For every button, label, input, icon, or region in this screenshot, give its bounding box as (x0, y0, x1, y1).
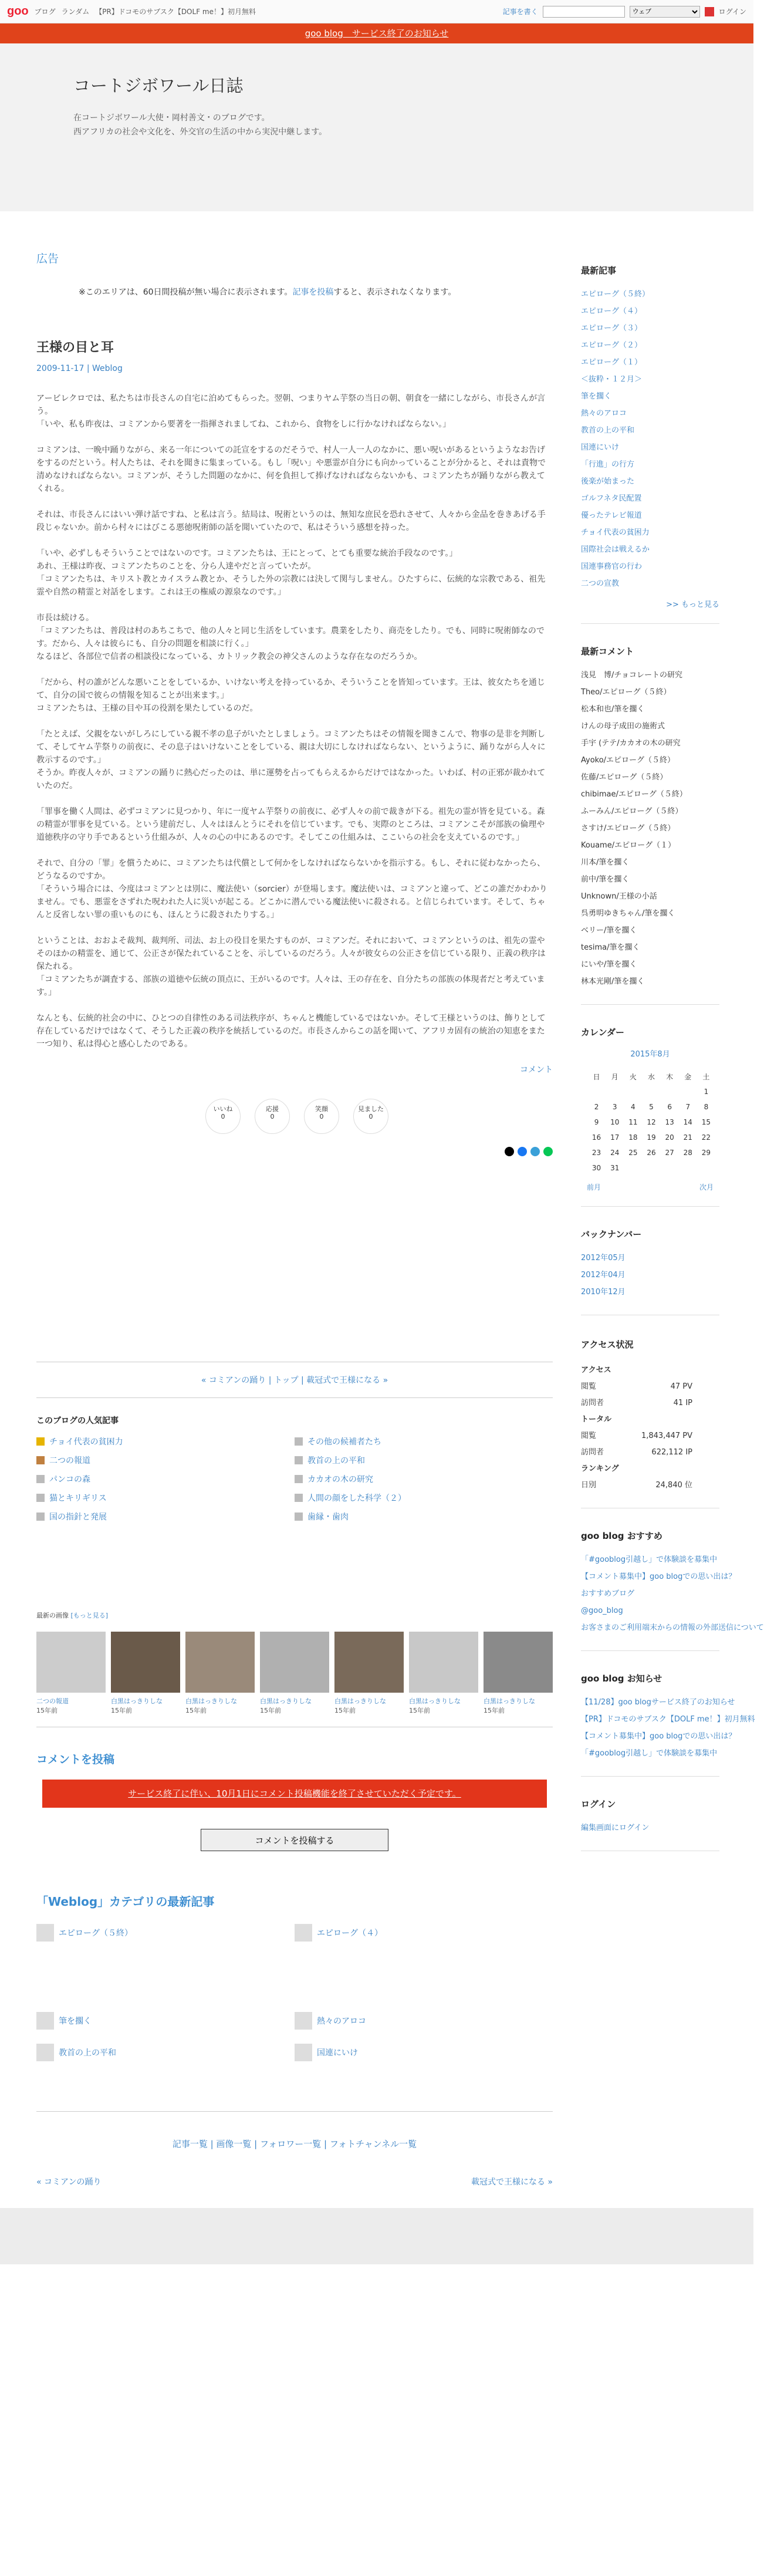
calendar-day: 14 (683, 1118, 692, 1126)
popular-heading: このブログの人気記事 (36, 1416, 119, 1426)
post-nav: « コミアンの踊り | トップ | 載冠式で王様になる » (201, 1376, 388, 1385)
search-scope-select[interactable] (630, 6, 700, 18)
recent-list (581, 286, 719, 592)
post-paragraph: なんとも、伝統的社会の中に、ひとつの自律性のある司法秩序が、ちゃんと機能しているではないか。そして王様というのは、飾りとして存在しているだけではなくて、そうした正義の秩序を統括しているのだ。市長さんからこの話を聞いて、アフリカ固有の統治の知恵をまた一つ知り、私は得心と感心したのである。 (36, 1014, 546, 1049)
prev-post-link[interactable]: « コミアンの踊り (201, 1376, 266, 1385)
calendar-day: 3 (612, 1103, 617, 1111)
popular-item[interactable]: その他の候補者たち (295, 1436, 553, 1447)
comment-item[interactable]: にいや/筆を擱く (581, 960, 637, 969)
comment-item[interactable]: けんの母子成田の施術式 (581, 722, 665, 731)
post-paragraph: 市長は続ける。 「コミアンたちは、普段は村のあちこちで、他の人々と同じ生活をしています。農業をしたり、商売をしたり。でも、同時に呪術師なのです。だから、人々は彼らにも、自分の問題を相談に行く。」 なるほど、各部位で信者の相談役になっている、カトリック教会の神父さんのような存在なのだろうか。 (36, 613, 545, 661)
share-buttons (36, 1147, 553, 1156)
calendar-day: 21 (683, 1133, 692, 1142)
recent-item[interactable]: 筆を擱く (581, 392, 612, 401)
recent-item[interactable]: 教首の上の平和 (581, 426, 635, 435)
popular-item[interactable]: 国の指針と発展 (36, 1511, 295, 1522)
comment-item[interactable]: 松本和也/筆を擱く (581, 705, 645, 714)
backnumber-item[interactable]: 2012年04月 (581, 1271, 626, 1279)
calendar-day: 24 (610, 1149, 620, 1157)
category-item[interactable]: 熱々のアロコ (295, 2009, 553, 2033)
news-item[interactable]: 【PR】ドコモのサブスク【DOLF me！】初月無料 (581, 1715, 755, 1724)
post-paragraph: 「たとえば、父親をないがしろにしている親不孝の息子がいたとしましょう。コミアンたちはその情報を聞きこんで、物事の是非を判断して、そしてヤム芋祭りの前夜に、その息子はいけないことをしている、親は大切にしなければならない、というように、踊りながら人々に教示するのです。」 そうか。昨夜人々が、コミアンの踊りに熱心だったのは、単に運勢を占ってもらえるからだけではなかった。いわば、村の正邪が裁かれていたのだ。 (36, 730, 546, 791)
comment-item[interactable]: 浅見 博/チョコレートの研究 (581, 671, 682, 680)
photo-thumb[interactable]: 白黒はっきりしな 15年前 (185, 1632, 255, 1715)
recent-item[interactable]: エピローグ（２） (581, 341, 643, 350)
reaction-like-count: 0 (221, 1113, 225, 1120)
post-comment-button[interactable]: コメントを投稿する (201, 1829, 388, 1851)
calendar-day: 31 (610, 1164, 620, 1172)
comment-post-heading: コメントを投稿 (36, 1753, 115, 1766)
search-icon[interactable] (705, 7, 714, 16)
category-item[interactable]: エピローグ（５終） (36, 1921, 295, 1944)
calendar-day (661, 1161, 678, 1175)
recent-item[interactable]: 「行進」の行方 (581, 460, 635, 469)
calendar-prev[interactable]: 前月 (587, 1183, 601, 1191)
comments-heading: 最新コメント (581, 646, 634, 657)
popular-item[interactable]: 歯縁・歯肉 (295, 1511, 553, 1522)
post-paragraph: コミアンは、一晩中踊りながら、来る一年についての託宣をするのだそうで、村人一人一人のなかに、悪い呪いがあるというようなお告げをするのだという。村人たちは、それを聞きに集まっている。もし「呪い」や悪霊が自分にも向かっていることが分かると、それは責物で清めなければならない。コミアンが、そうした問題のなかに、何を負担して捧げなければならないかも、コミアンたちが踊りながら教えてくれる。 (36, 445, 546, 494)
popular-list (36, 1436, 553, 1522)
calendar-day: 25 (628, 1149, 638, 1157)
topbar-link-random[interactable]: ランダム (61, 8, 90, 16)
category-item[interactable]: 国連にいけ (295, 2041, 553, 2064)
calendar-table (587, 1068, 716, 1176)
recent-item[interactable]: 熱々のアロコ (581, 409, 627, 418)
calendar-day (643, 1161, 660, 1175)
category-item[interactable]: エピローグ（４） (295, 1921, 553, 1944)
calendar-day-header: 火 (629, 1072, 637, 1081)
calendar-day (588, 1085, 605, 1099)
facebook-share-icon[interactable] (518, 1147, 527, 1156)
sidebar-calendar (581, 1026, 719, 1207)
calendar-day (680, 1085, 697, 1099)
news-heading: goo blog お知らせ (581, 1673, 662, 1684)
calendar-day: 6 (667, 1103, 672, 1111)
photo-thumb[interactable]: 白黒はっきりしな 15年前 (260, 1632, 329, 1715)
calendar-day: 16 (591, 1133, 601, 1142)
post-paragraph: ということは、おおよそ裁判、裁判所、司法、お上の役目を果たすものが、コミアンだ。それにおいて、コミアンというのは、祖先の霊やそのほかの精霊を、通じて、公正さが保たれていることを、示しているのだろう。人々が彼女らの公正さを信じている限り、正義の秩序は保たれる。 「コミアンたちが調査する、部族の道徳や伝統の頂点に、王がいるのです。人々は、王の存在を、自分たちの部族の体現者だと考えています。」 (36, 936, 546, 997)
photo-thumb[interactable]: 白黒はっきりしな 15年前 (111, 1632, 180, 1715)
comment-item[interactable]: Theo/エピローグ（５終） (581, 688, 671, 697)
calendar-day (680, 1161, 697, 1175)
reaction-cheer[interactable] (255, 1099, 290, 1134)
blog-desc-2: 西アフリカの社会や文化を、外交官の生活の中から実況中継します。 (73, 127, 327, 137)
sidebar-access: アクセス状況 アクセス 閲覧 47 PV 訪問者 41 IP トータル 閲覧 1,843,447 PV 訪問者 622,112 IP ランキング 日別 24,840 位 (581, 1336, 719, 1508)
calendar-month: 2015年8月 (630, 1050, 670, 1059)
recent-item[interactable]: ＜抜粋・１２月＞ (581, 375, 643, 384)
calendar-day-header: 月 (611, 1072, 618, 1081)
reaction-like-label: いいね (213, 1105, 233, 1113)
calendar-day: 4 (631, 1103, 635, 1111)
ad-text-b: すると、表示されなくなります。 (333, 288, 457, 297)
calendar-day: 30 (591, 1164, 601, 1172)
calendar-day: 10 (610, 1118, 620, 1126)
blog-header (0, 43, 753, 211)
blog-title[interactable]: コートジボワール日誌 (73, 76, 244, 96)
recent-item[interactable]: ゴルフネタ民配置 (581, 494, 642, 503)
comment-end-link[interactable]: サービス終了に伴い、10月1日にコメント投稿機能を終了させていただく予定です。 (128, 1788, 461, 1799)
calendar-day: 23 (591, 1149, 601, 1157)
news-item[interactable]: 「#gooblog引越し」で体験談を募集中 (581, 1749, 718, 1758)
calendar-day: 15 (701, 1118, 711, 1126)
category-item[interactable]: 筆を擱く (36, 2009, 295, 2033)
calendar-day-header: 木 (666, 1072, 674, 1081)
post-paragraph: それで、自分の「罪」を償うために、コミアンたちは代償として何かをしなければならないかを指示する。もし、それに従わなかったら、どうなるのですか。 「そういう場合には、今度はコミアンとは別に、魔法使い（sorcier）が登場します。魔法使いは、コミアンと違って、どこの誰だかわかりません。でも、悪霊をさずれた呪われた人に災いが起こる。どこかに潜んでいる魔法使いに殺される。と信じられています。そして、ちゃんと反省しない罪の重いものにも、ほんとうに殺されたりする。」 (36, 859, 547, 920)
goo-item[interactable]: 【コメント募集中】goo blogでの思い出は？ (581, 1572, 736, 1581)
recent-item[interactable]: 優ったテレビ報道 (581, 511, 642, 520)
calendar-day: 13 (665, 1118, 674, 1126)
sidebar-comments (581, 645, 719, 1005)
post-paragraph: 「いや、必ずしもそういうことではないのです。コミアンたちは、王にとって、とても重要な統治手段なのです。」 あれ、王様は昨夜、コミアンたちのことを、分ら人達やだと言っていたが。 「コミアンたちは、キリスト教とカイスラム教とか、そうした外の宗教には決して関与しません。ひたすらに、伝統的な宗教である、祖先霊や自然の精霊と対話をします。これは王の権威の源泉なのです。」 (36, 549, 546, 597)
comment-list (581, 667, 719, 990)
calendar-day: 29 (701, 1149, 711, 1157)
comment-item[interactable]: 呉勇明ゆきちゃん/筆を擱く (581, 909, 675, 918)
popular-item[interactable]: 猫とキリギリス (36, 1492, 295, 1504)
service-end-banner (0, 23, 753, 43)
ad-heading: 広告 (36, 252, 59, 265)
login-link[interactable]: ログイン (718, 8, 746, 16)
recent-more-link[interactable]: >> もっと見る (666, 600, 719, 609)
calendar-day (624, 1161, 641, 1175)
hatena-share-icon[interactable] (530, 1147, 540, 1156)
photo-image (36, 1632, 106, 1693)
calendar-day: 11 (628, 1118, 638, 1126)
post-category[interactable]: Weblog (92, 364, 123, 373)
main-column (36, 211, 553, 2187)
photo-strip (36, 1632, 553, 1715)
access-sub: アクセス (581, 1366, 611, 1375)
top-bar (0, 0, 753, 23)
recent-item[interactable]: チョイ代表の貧困力 (581, 528, 650, 537)
reaction-smile-count: 0 (319, 1113, 324, 1120)
news-item[interactable]: 【11/28】goo blogサービス終了のお知らせ (581, 1698, 735, 1707)
calendar-day: 28 (683, 1149, 692, 1157)
goo-item[interactable]: おすすめブログ (581, 1589, 635, 1598)
photo-thumb[interactable]: 白黒はっきりしな 15年前 (484, 1632, 553, 1715)
goo-item[interactable]: お客さまのご利用端末からの情報の外部送信について (581, 1623, 764, 1632)
calendar-day: 9 (594, 1118, 599, 1126)
photo-image (260, 1632, 329, 1693)
calendar-day: 7 (685, 1103, 691, 1111)
blog-desc-1: 在コートジボワール大使・岡村善文・のブログです。 (73, 113, 270, 123)
comment-item[interactable]: 川本/筆を擱く (581, 858, 630, 867)
post-body (36, 392, 553, 1051)
content-wrap (0, 211, 764, 2187)
calendar-next[interactable]: 次月 (699, 1183, 714, 1191)
top-link[interactable]: トップ (273, 1376, 299, 1385)
popular-item[interactable]: カカオの木の研究 (295, 1473, 553, 1485)
calendar-day (643, 1085, 660, 1099)
login-link-side[interactable]: 編集画面にログイン (581, 1824, 650, 1832)
goo-heading: goo blog おすすめ (581, 1531, 662, 1541)
category-recent-list (36, 1921, 553, 1944)
topbar-link-blog[interactable]: ブログ (34, 8, 56, 16)
category-recent-heading: 「Weblog」カテゴリの最新記事 (36, 1895, 215, 1909)
category-item[interactable]: 教首の上の平和 (36, 2041, 295, 2064)
calendar-heading: カレンダー (581, 1027, 625, 1038)
calendar-day: 5 (649, 1103, 654, 1111)
comment-item[interactable]: Kouame/エピローグ（１） (581, 841, 676, 850)
calendar-day: 18 (628, 1133, 638, 1142)
photo-image (409, 1632, 478, 1693)
photo-thumb[interactable]: 二つの報道 15年前 (36, 1632, 106, 1715)
calendar-day: 1 (704, 1088, 709, 1096)
category-recent-list-2 (36, 2009, 553, 2064)
goo-item[interactable]: 「#gooblog引越し」で体験談を募集中 (581, 1555, 718, 1564)
post-paragraph: アービレクロでは、私たちは市長さんの自宅に泊めてもらった。翌朝、つまりヤム芋祭の当日の朝、朝食を一緒にしながら、市長さんが言う。 「いや、私も昨夜は、コミアンから要著を一指揮されましてね、これから、食物をしに行かなければならない。」 (36, 394, 546, 429)
recent-item[interactable]: 国際社会は戦えるか (581, 545, 650, 554)
popular-item[interactable]: チョイ代表の貧困力 (36, 1436, 295, 1447)
recent-item[interactable]: 国連事務官の行わ (581, 562, 643, 571)
reactions (205, 1099, 553, 1134)
comment-item[interactable]: tesima/筆を擱く (581, 943, 640, 952)
calendar-day: 2 (594, 1103, 599, 1111)
goo-item[interactable]: @goo_blog (581, 1606, 623, 1615)
comment-link[interactable]: コメント (520, 1065, 553, 1075)
service-end-link[interactable]: goo blog サービス終了のお知らせ (305, 28, 449, 39)
recent-item[interactable]: エピローグ（１） (581, 358, 643, 367)
calendar-day: 22 (701, 1133, 711, 1142)
recent-item[interactable]: エピローグ（４） (581, 307, 643, 316)
recent-heading: 最新記事 (581, 265, 617, 276)
ad-text-a: ※このエリアは、60日間投稿が無い場合に表示されます。 (79, 288, 293, 297)
x-share-icon[interactable] (505, 1147, 514, 1156)
access-sub: ランキング (581, 1464, 619, 1473)
recent-item[interactable]: 国連にいけ (581, 443, 620, 452)
calendar-day-header: 日 (593, 1072, 600, 1081)
footer-links[interactable]: 記事一覧 | 画像一覧 | フォロワー一覧 | フォトチャンネル一覧 (172, 2139, 417, 2149)
calendar-day: 17 (610, 1133, 620, 1142)
post-date: 2009-11-17 (36, 364, 84, 373)
post-title[interactable]: 王様の目と耳 (36, 340, 114, 355)
calendar-day-header: 土 (702, 1072, 710, 1081)
comment-item[interactable]: 佐藤/エピローグ（５終） (581, 773, 668, 782)
sidebar-recent (581, 264, 719, 624)
sidebar-login (581, 1798, 719, 1851)
post-paragraph: それは、市長さんにはいい弾け話ですね、と私は言う。結局は、呪術というのは、無知な庶民を恐れさせて、人々から金品を巻きあげる手段じゃないか。前から村々にはびこる悪徳呪術師の話を聞いていたので、私はそういう感想を持った。 (36, 510, 546, 532)
reaction-cheer-count: 0 (270, 1113, 275, 1120)
sidebar-backnumber (581, 1228, 719, 1315)
calendar-day: 20 (665, 1133, 674, 1142)
comment-item[interactable]: Ayoko/エピローグ（５終） (581, 756, 675, 765)
backnumber-heading: バックナンバー (581, 1229, 642, 1240)
popular-item[interactable]: 人間の顔をした科学（２） (295, 1492, 553, 1504)
sidebar (581, 211, 764, 2187)
search-input[interactable] (543, 6, 625, 18)
recent-item[interactable]: 後楽が始まった (581, 477, 635, 486)
goo-logo[interactable]: goo (7, 5, 29, 18)
photo-image (484, 1632, 553, 1693)
comment-item[interactable]: さすけ/エピローグ（５終） (581, 824, 675, 833)
bottom-nav (36, 2176, 553, 2187)
ad-text (79, 286, 553, 298)
photos-heading: 最新の画像 (36, 1612, 69, 1619)
comment-item[interactable]: 手宇 (テテ/カカオの木の研究 (581, 739, 681, 748)
news-item[interactable]: 【コメント募集中】goo blogでの思い出は？ (581, 1732, 736, 1741)
sidebar-news (581, 1672, 755, 1777)
post-meta: 2009-11-17 | Weblog (36, 364, 123, 373)
calendar-day: 12 (647, 1118, 656, 1126)
photo-thumb[interactable]: 白黒はっきりしな 15年前 (409, 1632, 478, 1715)
ad-post-link[interactable]: 記事を投稿 (292, 288, 334, 297)
reaction-seen-label: 見ました (358, 1105, 384, 1113)
photo-thumb[interactable]: 白黒はっきりしな 15年前 (334, 1632, 404, 1715)
next-post-link[interactable]: 載冠式で王様になる » (306, 1376, 388, 1385)
recent-item[interactable]: エピローグ（５終） (581, 290, 650, 299)
calendar-day-header: 水 (647, 1072, 655, 1081)
access-sub: トータル (581, 1415, 612, 1424)
calendar-day: 19 (647, 1133, 656, 1142)
bottom-next-link[interactable]: 載冠式で王様になる » (471, 2177, 553, 2187)
write-post-link[interactable]: 記事を書く (502, 8, 538, 16)
popular-item[interactable]: パンコの森 (36, 1473, 295, 1485)
comment-item[interactable]: chibimae/エピローグ（５終） (581, 790, 687, 799)
calendar-day (661, 1085, 678, 1099)
reaction-seen[interactable] (353, 1099, 388, 1134)
reaction-cheer-label: 応援 (266, 1105, 279, 1113)
calendar-day (698, 1161, 715, 1175)
calendar-day: 8 (704, 1103, 709, 1111)
photos-more-link[interactable]: [もっと見る] (70, 1612, 109, 1619)
popular-item[interactable]: 教首の上の平和 (295, 1454, 553, 1466)
bottom-prev-link[interactable]: « コミアンの踊り (36, 2177, 102, 2187)
photo-image (185, 1632, 255, 1693)
reaction-seen-count: 0 (369, 1113, 373, 1120)
backnumber-item[interactable]: 2010年12月 (581, 1288, 626, 1297)
login-heading: ログイン (581, 1799, 616, 1809)
reaction-like[interactable] (205, 1099, 241, 1134)
calendar-day-header: 金 (684, 1072, 692, 1081)
popular-item[interactable]: 二つの報道 (36, 1454, 295, 1466)
recent-item[interactable]: エピローグ（３） (581, 324, 643, 333)
photo-image (334, 1632, 404, 1693)
calendar-day: 26 (647, 1149, 656, 1157)
calendar-day (624, 1085, 641, 1099)
calendar-day (606, 1085, 623, 1099)
comment-item[interactable]: ベリー/筆を擱く (581, 926, 637, 935)
line-share-icon[interactable] (543, 1147, 553, 1156)
calendar-day: 27 (665, 1149, 674, 1157)
comment-end-notice (42, 1780, 547, 1808)
sidebar-goo (581, 1530, 764, 1651)
recent-item[interactable]: 二つの宣教 (581, 579, 620, 588)
comment-item[interactable]: 前中/筆を擱く (581, 875, 630, 884)
comment-item[interactable]: ふーみん/エピローグ（５終） (581, 807, 683, 816)
comment-item[interactable]: 林本光剛/筆を擱く (581, 977, 645, 986)
backnumber-item[interactable]: 2012年05月 (581, 1254, 626, 1262)
post-paragraph: 「だから、村の誰がどんな悪いことをしているか、いけない考えを持っているか、そういうことを皆知っています。王は、彼女たちを通じて、自分の国で彼らの情報を知ることが出来ます。」 コミアンたちは、王様の目や耳の役割を果たしているのだ。 (36, 678, 545, 713)
reaction-smile-label: 笑顔 (315, 1105, 328, 1113)
reaction-smile[interactable] (304, 1099, 339, 1134)
gray-band (0, 2208, 753, 2264)
access-heading: アクセス状況 (581, 1339, 634, 1350)
comment-item[interactable]: Unknown/王様の小話 (581, 892, 657, 901)
topbar-link-pr[interactable]: 【PR】ドコモのサブスク【DOLF me！】初月無料 (95, 8, 256, 16)
post-paragraph: 「罪事を働く人間は、必ずコミアンに見つかり、年に一度ヤム芋祭りの前夜に、必ず人々の前で裁きが下る。祖先の霊が皆を見ている。森の精霊が罪事を見ている。という建前だし、人々はほんとうにそれを信じています。でも、実際のところは、コミアンこそが部族の倫理や道徳秩序の守り手であるという仕組みが、人々の心の中にあるのです。そしてこの仕組みは、ここいらの社会を支えているのです。」 (36, 807, 545, 842)
photo-image (111, 1632, 180, 1693)
